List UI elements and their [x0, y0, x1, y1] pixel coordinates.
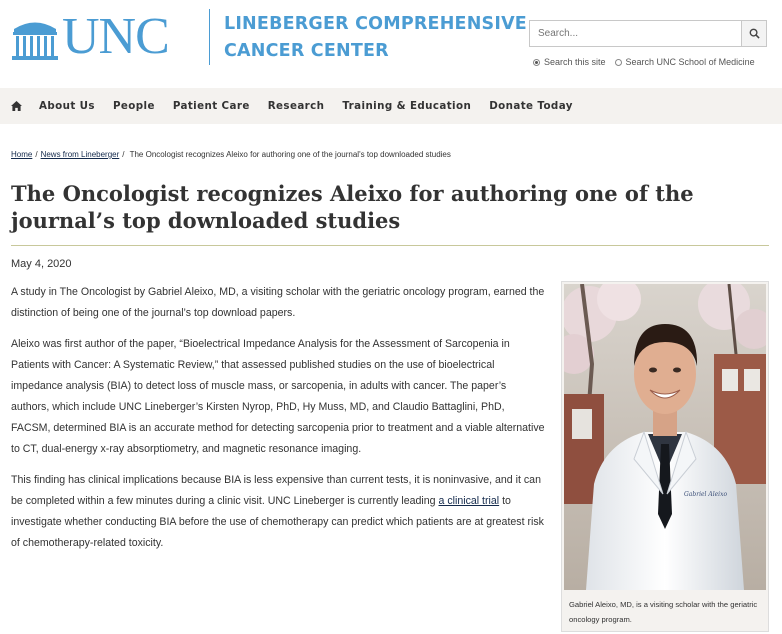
breadcrumb — [11, 150, 451, 159]
logo-divider — [209, 9, 210, 65]
breadcrumb-news[interactable]: News from Lineberger — [40, 150, 120, 159]
portrait-photo — [564, 284, 766, 590]
nav-home[interactable] — [11, 100, 23, 112]
nav-patient-care[interactable]: Patient Care — [172, 100, 250, 112]
page-title: The Oncologist recognizes Aleixo for authoring one of the journal’s top downloaded studies — [11, 181, 694, 233]
article-paragraph-2: Aleixo was first author of the paper, “Bioelectrical Impedance Analysis for the Assessment of Sarcopenia in Patients with Cancer: A Systematic Review,” that assessed published studies on the use of bioelectrical impedance analysis (BIA) to detect loss of muscle mass, or sarcopenia, in adults with cancer. The paper’s authors, which include UNC Lineberger’s Kirsten Nyrop, PhD, Hy Muss, MD, and Claudio Battaglini, PhD, FACSM, determined BIA is an accurate method for detecting sarcopenia prior to treatment and a viable alternative to CT, dual-energy x-ray absorptiometry, and magnetic resonance imaging. — [11, 338, 545, 455]
article-body — [11, 282, 546, 564]
title-divider — [11, 245, 769, 246]
search-icon — [749, 28, 760, 39]
scope-label: Search UNC School of Medicine — [625, 57, 755, 67]
breadcrumb-separator: / — [122, 150, 125, 159]
p3-text-before: This finding has clinical implications because BIA is less expensive than current tests, it is noninvasive, and it can be completed within a few minutes during a clinic visit. UNC Lineberger is currently leading — [11, 474, 541, 507]
search-button[interactable] — [741, 20, 767, 47]
center-name[interactable] — [224, 11, 527, 65]
search-input[interactable] — [530, 21, 741, 46]
home-icon — [11, 101, 22, 111]
scope-label: Search this site — [544, 57, 606, 67]
figure-caption: Gabriel Aleixo, MD, is a visiting scholar with the geriatric oncology program. — [569, 600, 758, 624]
breadcrumb-home[interactable]: Home — [11, 150, 33, 159]
scope-radio-this-site[interactable] — [533, 59, 540, 66]
old-well-icon — [10, 12, 60, 62]
search-box — [529, 20, 741, 47]
main-nav — [0, 88, 782, 124]
coat-embroidery: Gabriel Aleixo — [684, 491, 728, 498]
nav-donate-today[interactable]: Donate Today — [489, 100, 573, 112]
unc-logo[interactable] — [10, 10, 169, 64]
center-name-line1: LINEBERGER COMPREHENSIVE — [224, 14, 527, 34]
article-figure — [561, 281, 769, 632]
nav-about-us[interactable]: About Us — [39, 100, 95, 112]
breadcrumb-separator: / — [35, 150, 38, 159]
scope-school-of-medicine[interactable] — [615, 57, 755, 67]
scope-radio-som[interactable] — [615, 59, 622, 66]
nav-people[interactable]: People — [112, 100, 155, 112]
site-header — [0, 0, 782, 88]
article-paragraph-1: A study in The Oncologist by Gabriel Aleixo, MD, a visiting scholar with the geriatric oncology program, earned the distinction of being one of the journal’s top download papers. — [11, 286, 545, 319]
p3-text-after: to investigate whether conducting BIA before the use of chemotherapy can predict which patients are at greatest risk of chemotherapy-related toxicity. — [11, 495, 544, 549]
article-paragraph-3 — [11, 470, 546, 554]
breadcrumb-current: The Oncologist recognizes Aleixo for authoring one of the journal's top downloaded studies — [129, 150, 451, 159]
nav-research[interactable]: Research — [267, 100, 325, 112]
nav-training-education[interactable]: Training & Education — [342, 100, 472, 112]
scope-this-site[interactable] — [533, 57, 606, 67]
article-date: May 4, 2020 — [11, 258, 72, 270]
clinical-trial-link[interactable]: a clinical trial — [438, 495, 500, 507]
logo-text: UNC — [62, 8, 169, 65]
search-scope — [533, 57, 764, 67]
center-name-line2: CANCER CENTER — [224, 41, 389, 61]
